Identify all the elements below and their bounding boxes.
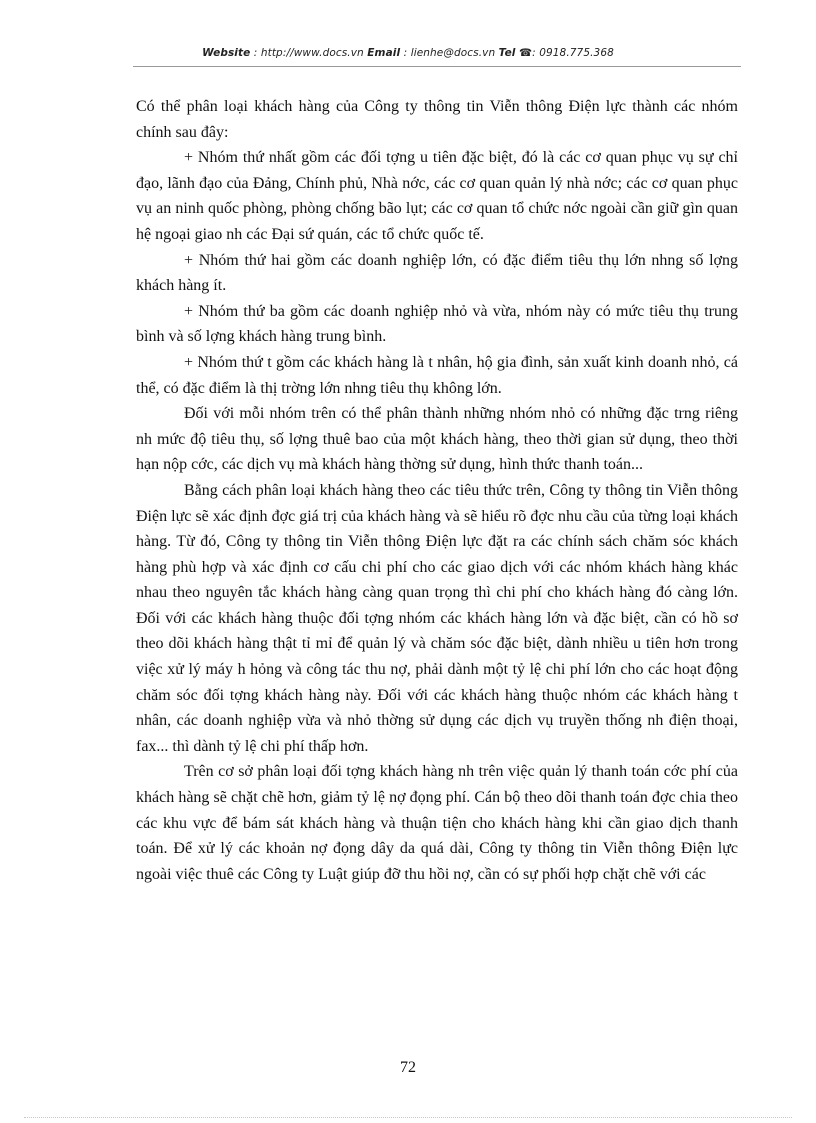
phone-icon: ☎ [518, 47, 533, 59]
paragraph: + Nhóm thứ t gồm các khách hàng là t nhân, hộ gia đình, sản xuất kinh doanh nhỏ, cá thể, có đặc điểm là thị trờng lớn nhng tiêu thụ không lớn. [136, 353, 738, 397]
paragraph: Bằng cách phân loại khách hàng theo các tiêu thức trên, Công ty thông tin Viễn thông Điện lực sẽ xác định đợc giá trị của khách hàng và sẽ hiểu rõ đợc nhu cầu của từng loại khách hàng. Từ đó, Công ty thông tin Viễn thông Điện lực đặt ra các chính sách chăm sóc khách hàng phù hợp và xác định cơ cấu chi phí cho các giao dịch với các nhóm khách hàng khác nhau theo nguyên tắc khách hàng càng quan trọng thì chi phí cho khách hàng đó càng lớn. Đối với các khách hàng thuộc đối tợng nhóm các khách hàng lớn và đặc biệt, cần có hồ sơ theo dõi khách hàng thật tỉ mỉ để quản lý và chăm sóc đặc biệt, dành nhiều u tiên hơn trong việc xử lý máy h hỏng và công tác thu nợ, phải dành một tỷ lệ chi phí lớn cho các hoạt động chăm sóc đối tợng khách hàng này. Đối với các khách hàng thuộc nhóm các khách hàng t nhân, các doanh nghiệp vừa và nhỏ thờng sử dụng các dịch vụ truyền thống nh điện thoại, fax... thì dành tỷ lệ chi phí thấp hơn. [136, 481, 738, 755]
document-body [136, 94, 738, 887]
paragraph: + Nhóm thứ hai gồm các doanh nghiệp lớn, có đặc điểm tiêu thụ lớn nhng số lợng khách hàng ít. [136, 251, 738, 295]
page-header [0, 47, 816, 59]
tel-number: : 0918.775.368 [532, 47, 614, 59]
website-label: Website [202, 47, 251, 59]
website-url[interactable]: : http://www.docs.vn [253, 47, 364, 59]
page-bottom-divider [24, 1117, 792, 1118]
email-address[interactable]: : lienhe@docs.vn [403, 47, 496, 59]
page-number: 72 [400, 1059, 416, 1076]
paragraph: Trên cơ sở phân loại đối tợng khách hàng nh trên việc quản lý thanh toán cớc phí của khách hàng sẽ chặt chẽ hơn, giảm tỷ lệ nợ đọng phí. Cán bộ theo dõi thanh toán đợc chia theo các khu vực để bám sát khách hàng và thuận tiện cho khách hàng khi cần giao dịch thanh toán. Để xử lý các khoản nợ đọng dây da quá dài, Công ty thông tin Viễn thông Điện lực ngoài việc thuê các Công ty Luật giúp đỡ thu hồi nợ, cần có sự phối hợp chặt chẽ với các [136, 763, 738, 883]
email-label: Email [367, 47, 401, 59]
header-divider [133, 66, 741, 67]
tel-label: Tel [498, 47, 516, 59]
paragraph: + Nhóm thứ ba gồm các doanh nghiệp nhỏ và vừa, nhóm này có mức tiêu thụ trung bình và số lợng khách hàng trung bình. [136, 302, 738, 346]
paragraph: Có thể phân loại khách hàng của Công ty thông tin Viễn thông Điện lực thành các nhóm chính sau đây: [136, 98, 738, 141]
paragraph: + Nhóm thứ nhất gồm các đối tợng u tiên đặc biệt, đó là các cơ quan phục vụ sự chỉ đạo, lãnh đạo của Đảng, Chính phủ, Nhà nớc, các cơ quan quản lý nhà nớc; các cơ quan phục vụ an ninh quốc phòng, phòng chống bão lụt; các cơ quan tổ chức nớc ngoài cần giữ gìn quan hệ ngoại giao nh các Đại sứ quán, các tổ chức quốc tế. [136, 149, 738, 243]
paragraph: Đối với mỗi nhóm trên có thể phân thành những nhóm nhỏ có những đặc trng riêng nh mức độ tiêu thụ, số lợng thuê bao của một khách hàng, theo thời gian sử dụng, theo thời hạn nộp cớc, các dịch vụ mà khách hàng thờng sử dụng, hình thức thanh toán... [136, 405, 738, 474]
